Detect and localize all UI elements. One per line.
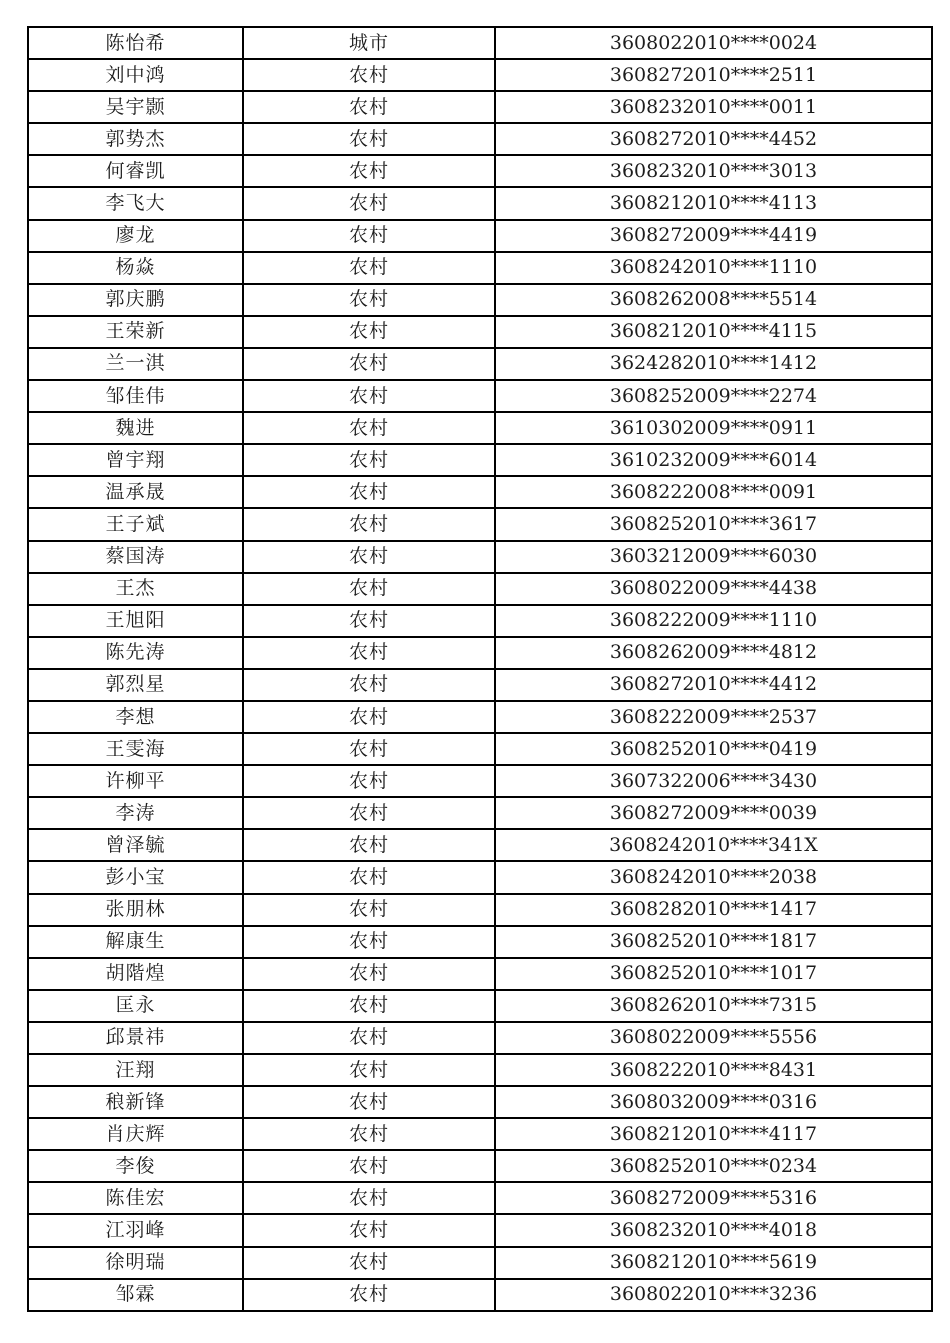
id-number-cell: 3603212009****6030 xyxy=(495,541,932,573)
table-row xyxy=(28,27,932,59)
name-cell: 李涛 xyxy=(28,797,243,829)
residence-cell: 农村 xyxy=(243,444,495,476)
table-row xyxy=(28,829,932,861)
residence-cell: 农村 xyxy=(243,1214,495,1246)
name-cell: 杨焱 xyxy=(28,252,243,284)
table-row xyxy=(28,1022,932,1054)
name-cell: 何睿凯 xyxy=(28,155,243,187)
residence-cell: 农村 xyxy=(243,829,495,861)
table-row xyxy=(28,476,932,508)
table-row xyxy=(28,541,932,573)
residence-cell: 农村 xyxy=(243,476,495,508)
table-row xyxy=(28,1214,932,1246)
residence-cell: 农村 xyxy=(243,894,495,926)
table-row xyxy=(28,637,932,669)
id-number-cell: 3608232010****3013 xyxy=(495,155,932,187)
name-cell: 李想 xyxy=(28,701,243,733)
residence-cell: 农村 xyxy=(243,91,495,123)
residence-cell: 农村 xyxy=(243,1118,495,1150)
household-roster-table xyxy=(27,26,933,1312)
name-cell: 蔡国涛 xyxy=(28,541,243,573)
table-row xyxy=(28,797,932,829)
id-number-cell: 3608242010****341X xyxy=(495,829,932,861)
id-number-cell: 3608212010****4113 xyxy=(495,187,932,219)
name-cell: 陈先涛 xyxy=(28,637,243,669)
name-cell: 王荣新 xyxy=(28,316,243,348)
table-row xyxy=(28,348,932,380)
name-cell: 王旭阳 xyxy=(28,605,243,637)
name-cell: 江羽峰 xyxy=(28,1214,243,1246)
name-cell: 邹佳伟 xyxy=(28,380,243,412)
residence-cell: 农村 xyxy=(243,412,495,444)
id-number-cell: 3608212010****5619 xyxy=(495,1247,932,1279)
name-cell: 温承晟 xyxy=(28,476,243,508)
residence-cell: 农村 xyxy=(243,155,495,187)
name-cell: 王雯海 xyxy=(28,733,243,765)
name-cell: 郭烈星 xyxy=(28,669,243,701)
id-number-cell: 3608242010****1110 xyxy=(495,252,932,284)
name-cell: 曾泽毓 xyxy=(28,829,243,861)
name-cell: 魏进 xyxy=(28,412,243,444)
id-number-cell: 3608222010****8431 xyxy=(495,1054,932,1086)
id-number-cell: 3608252010****3617 xyxy=(495,508,932,540)
name-cell: 吴宇颢 xyxy=(28,91,243,123)
name-cell: 匡永 xyxy=(28,990,243,1022)
id-number-cell: 3608212010****4115 xyxy=(495,316,932,348)
residence-cell: 农村 xyxy=(243,958,495,990)
name-cell: 兰一淇 xyxy=(28,348,243,380)
residence-cell: 农村 xyxy=(243,348,495,380)
name-cell: 彭小宝 xyxy=(28,861,243,893)
id-number-cell: 3608252010****0234 xyxy=(495,1150,932,1182)
table-row xyxy=(28,59,932,91)
residence-cell: 农村 xyxy=(243,1182,495,1214)
id-number-cell: 3608272009****4419 xyxy=(495,220,932,252)
table-row xyxy=(28,187,932,219)
table-row xyxy=(28,284,932,316)
name-cell: 李俊 xyxy=(28,1150,243,1182)
name-cell: 廖龙 xyxy=(28,220,243,252)
id-number-cell: 3608272010****4412 xyxy=(495,669,932,701)
residence-cell: 农村 xyxy=(243,1279,495,1311)
table-row xyxy=(28,1150,932,1182)
residence-cell: 农村 xyxy=(243,220,495,252)
residence-cell: 农村 xyxy=(243,637,495,669)
residence-cell: 农村 xyxy=(243,1247,495,1279)
table-row xyxy=(28,861,932,893)
id-number-cell: 3608222009****1110 xyxy=(495,605,932,637)
table-row xyxy=(28,1118,932,1150)
residence-cell: 农村 xyxy=(243,316,495,348)
id-number-cell: 3624282010****1412 xyxy=(495,348,932,380)
name-cell: 李飞大 xyxy=(28,187,243,219)
residence-cell: 农村 xyxy=(243,605,495,637)
id-number-cell: 3608252010****0419 xyxy=(495,733,932,765)
residence-cell: 农村 xyxy=(243,123,495,155)
name-cell: 胡階煌 xyxy=(28,958,243,990)
table-row xyxy=(28,573,932,605)
table-row xyxy=(28,155,932,187)
table-row xyxy=(28,1279,932,1311)
id-number-cell: 3608252009****2274 xyxy=(495,380,932,412)
residence-cell: 农村 xyxy=(243,541,495,573)
table-row xyxy=(28,123,932,155)
id-number-cell: 3608262010****7315 xyxy=(495,990,932,1022)
id-number-cell: 3608272009****5316 xyxy=(495,1182,932,1214)
name-cell: 邹霖 xyxy=(28,1279,243,1311)
residence-cell: 农村 xyxy=(243,797,495,829)
residence-cell: 农村 xyxy=(243,1086,495,1118)
id-number-cell: 3608252010****1817 xyxy=(495,926,932,958)
roster-table-body xyxy=(28,27,932,1311)
residence-cell: 农村 xyxy=(243,733,495,765)
table-row xyxy=(28,669,932,701)
name-cell: 郭势杰 xyxy=(28,123,243,155)
id-number-cell: 3608242010****2038 xyxy=(495,861,932,893)
id-number-cell: 3607322006****3430 xyxy=(495,765,932,797)
name-cell: 王子斌 xyxy=(28,508,243,540)
id-number-cell: 3608222008****0091 xyxy=(495,476,932,508)
residence-cell: 农村 xyxy=(243,765,495,797)
residence-cell: 农村 xyxy=(243,284,495,316)
id-number-cell: 3610302009****0911 xyxy=(495,412,932,444)
residence-cell: 农村 xyxy=(243,508,495,540)
name-cell: 郭庆鹏 xyxy=(28,284,243,316)
residence-cell: 农村 xyxy=(243,926,495,958)
table-row xyxy=(28,990,932,1022)
name-cell: 稂新锋 xyxy=(28,1086,243,1118)
residence-cell: 城市 xyxy=(243,27,495,59)
id-number-cell: 3608232010****4018 xyxy=(495,1214,932,1246)
id-number-cell: 3608272010****4452 xyxy=(495,123,932,155)
name-cell: 陈佳宏 xyxy=(28,1182,243,1214)
residence-cell: 农村 xyxy=(243,1054,495,1086)
residence-cell: 农村 xyxy=(243,861,495,893)
name-cell: 刘中鸿 xyxy=(28,59,243,91)
name-cell: 曾宇翔 xyxy=(28,444,243,476)
table-row xyxy=(28,412,932,444)
id-number-cell: 3608022010****0024 xyxy=(495,27,932,59)
residence-cell: 农村 xyxy=(243,990,495,1022)
residence-cell: 农村 xyxy=(243,669,495,701)
residence-cell: 农村 xyxy=(243,573,495,605)
table-row xyxy=(28,958,932,990)
id-number-cell: 3608282010****1417 xyxy=(495,894,932,926)
name-cell: 汪翔 xyxy=(28,1054,243,1086)
id-number-cell: 3608022009****5556 xyxy=(495,1022,932,1054)
residence-cell: 农村 xyxy=(243,252,495,284)
id-number-cell: 3608212010****4117 xyxy=(495,1118,932,1150)
table-row xyxy=(28,380,932,412)
id-number-cell: 3608272009****0039 xyxy=(495,797,932,829)
table-row xyxy=(28,926,932,958)
table-row xyxy=(28,733,932,765)
name-cell: 张朋林 xyxy=(28,894,243,926)
id-number-cell: 3608232010****0011 xyxy=(495,91,932,123)
residence-cell: 农村 xyxy=(243,701,495,733)
id-number-cell: 3608252010****1017 xyxy=(495,958,932,990)
table-row xyxy=(28,1182,932,1214)
table-row xyxy=(28,91,932,123)
id-number-cell: 3608262008****5514 xyxy=(495,284,932,316)
table-row xyxy=(28,1054,932,1086)
name-cell: 邱景祎 xyxy=(28,1022,243,1054)
name-cell: 王杰 xyxy=(28,573,243,605)
residence-cell: 农村 xyxy=(243,187,495,219)
table-row xyxy=(28,765,932,797)
id-number-cell: 3608272010****2511 xyxy=(495,59,932,91)
id-number-cell: 3608032009****0316 xyxy=(495,1086,932,1118)
name-cell: 肖庆辉 xyxy=(28,1118,243,1150)
table-row xyxy=(28,252,932,284)
id-number-cell: 3608262009****4812 xyxy=(495,637,932,669)
table-row xyxy=(28,1086,932,1118)
table-row xyxy=(28,444,932,476)
id-number-cell: 3608022010****3236 xyxy=(495,1279,932,1311)
table-row xyxy=(28,1247,932,1279)
table-row xyxy=(28,220,932,252)
table-row xyxy=(28,894,932,926)
name-cell: 陈怡希 xyxy=(28,27,243,59)
table-row xyxy=(28,605,932,637)
residence-cell: 农村 xyxy=(243,59,495,91)
table-row xyxy=(28,316,932,348)
residence-cell: 农村 xyxy=(243,1150,495,1182)
id-number-cell: 3608222009****2537 xyxy=(495,701,932,733)
table-row xyxy=(28,701,932,733)
table-row xyxy=(28,508,932,540)
residence-cell: 农村 xyxy=(243,1022,495,1054)
name-cell: 徐明瑞 xyxy=(28,1247,243,1279)
name-cell: 解康生 xyxy=(28,926,243,958)
residence-cell: 农村 xyxy=(243,380,495,412)
id-number-cell: 3608022009****4438 xyxy=(495,573,932,605)
name-cell: 许柳平 xyxy=(28,765,243,797)
id-number-cell: 3610232009****6014 xyxy=(495,444,932,476)
